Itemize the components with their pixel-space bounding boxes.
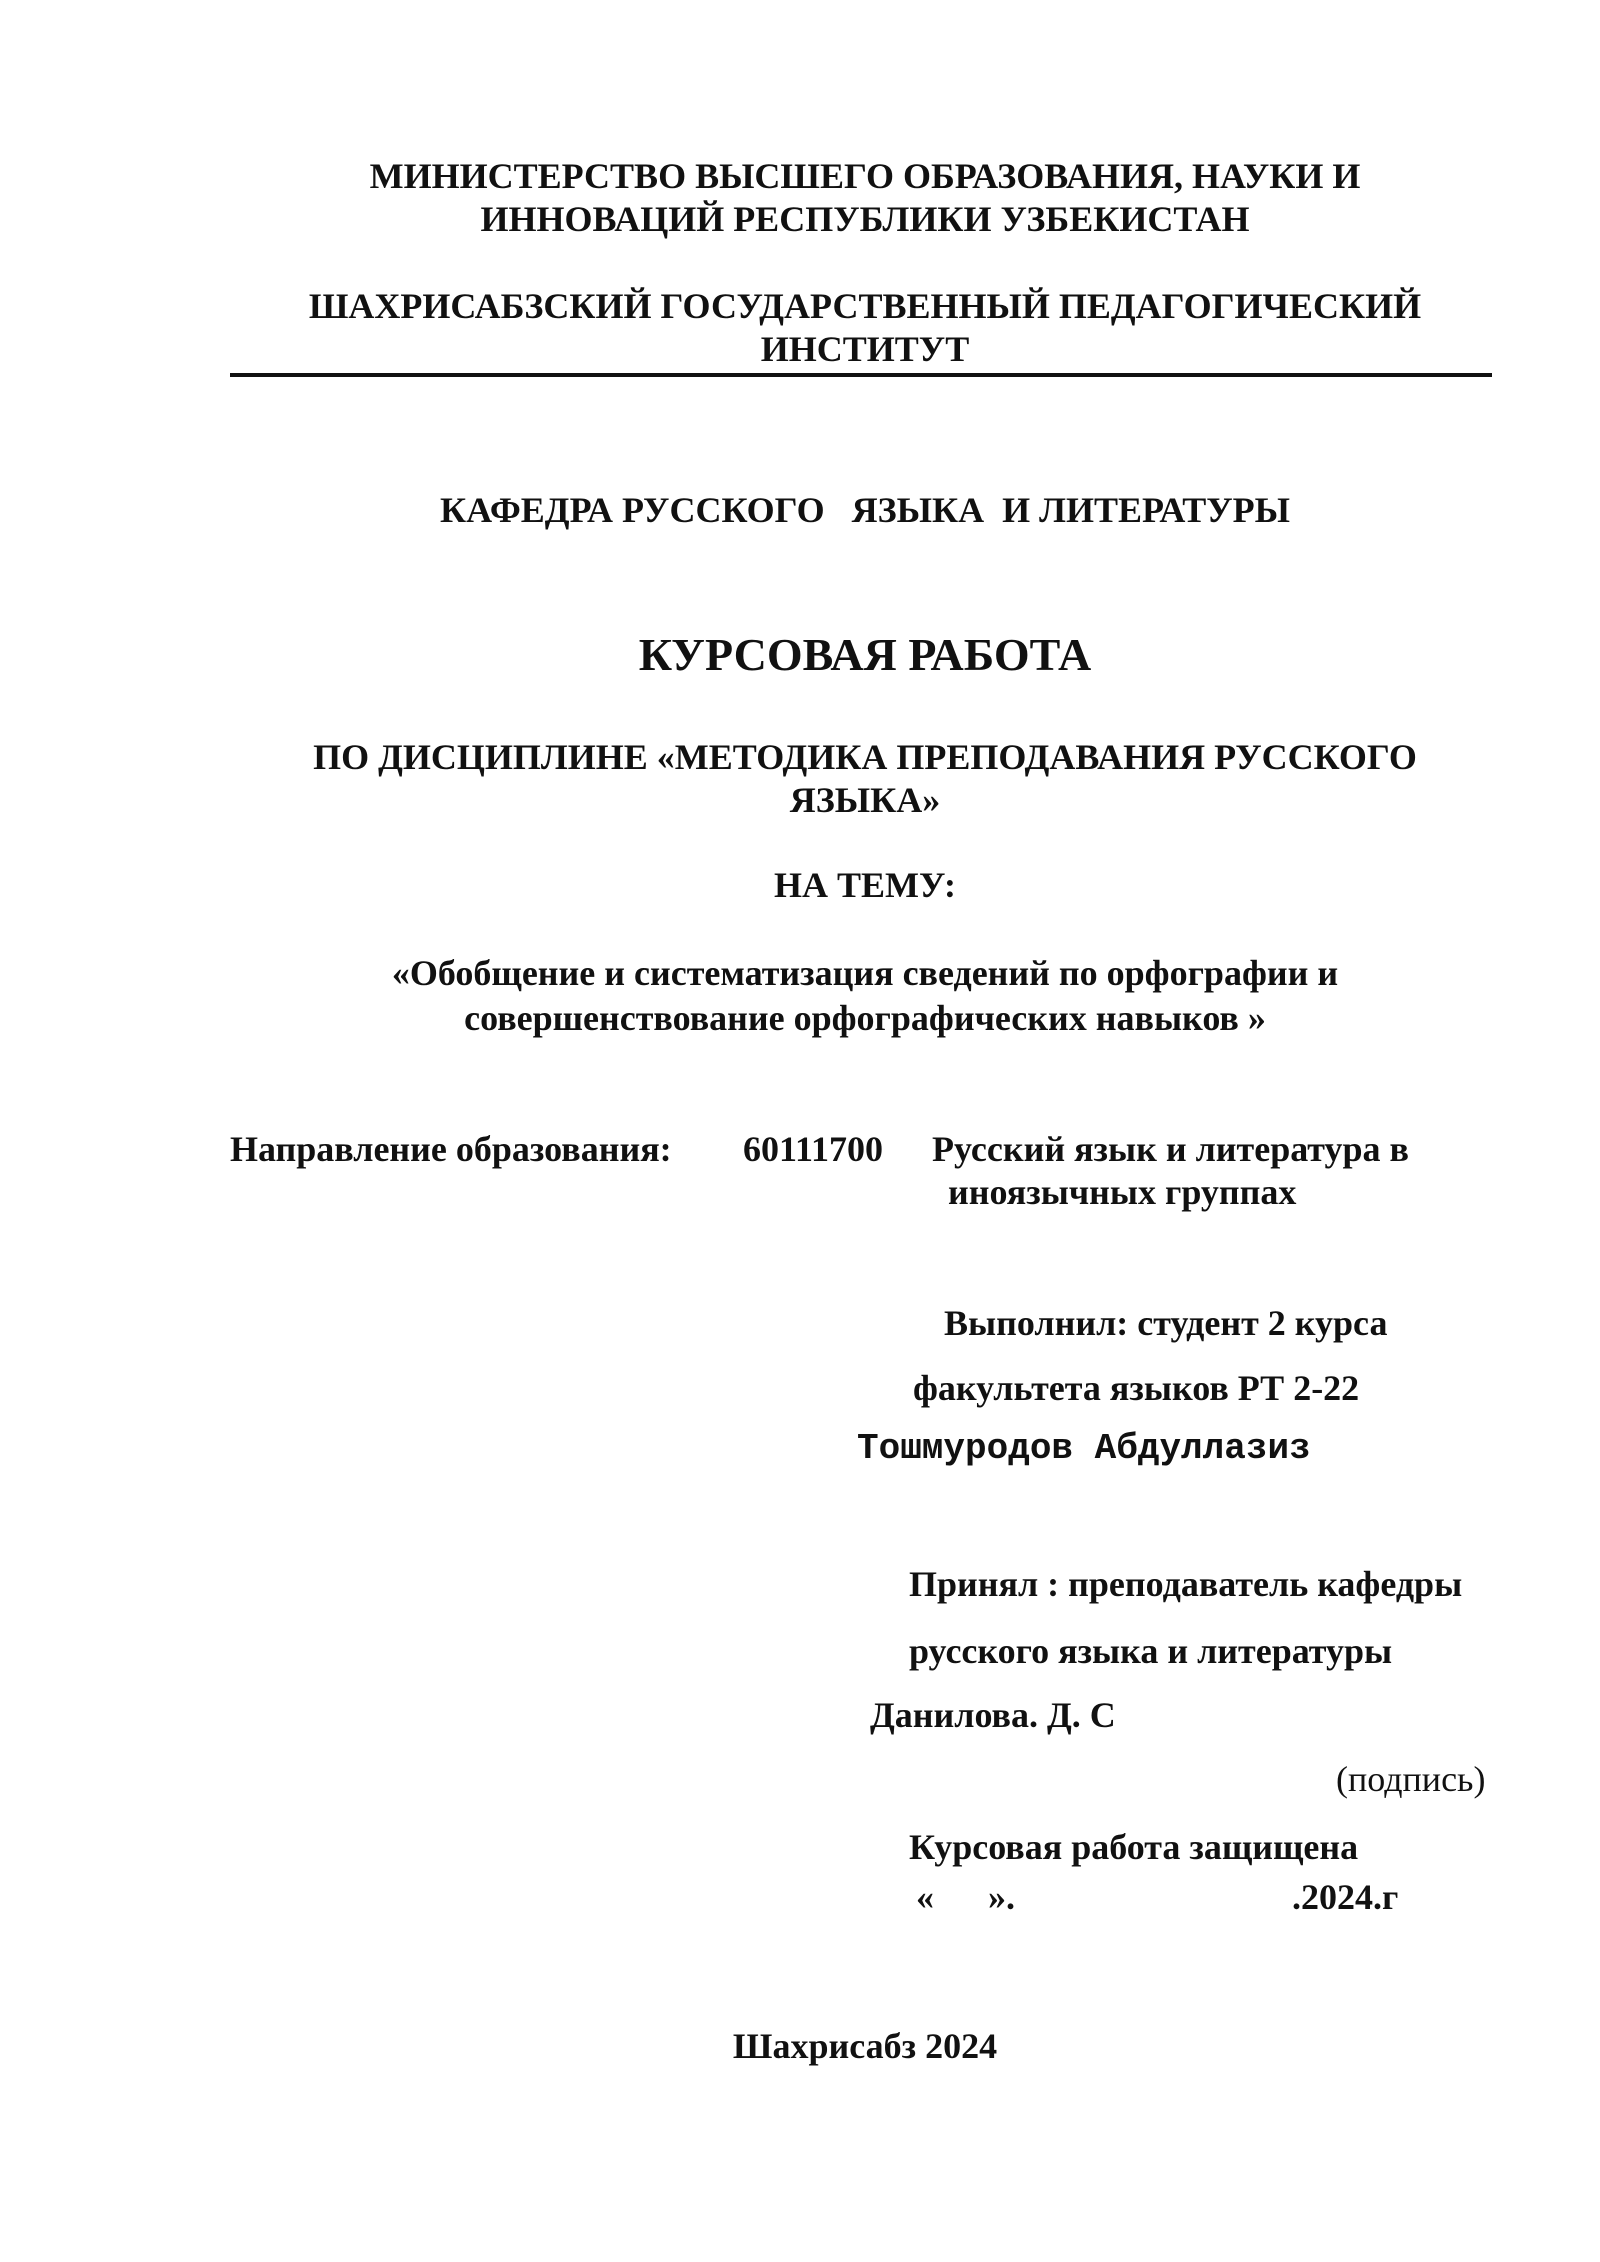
topic-line-1: «Обобщение и систематизация сведений по орфографии и	[391, 953, 1339, 993]
direction-name-line-1: Русский язык и литература в	[932, 1129, 1409, 1169]
city-year: Шахрисабз 2024	[732, 2026, 998, 2066]
institute-line-1: ШАХРИСАБЗСКИЙ ГОСУДАРСТВЕННЫЙ ПЕДАГОГИЧЕСКИЙ	[308, 286, 1422, 326]
discipline-line-1: ПО ДИСЦИПЛИНЕ «МЕТОДИКА ПРЕПОДАВАНИЯ РУССКОГО	[313, 737, 1417, 777]
defense-date-close-quote: ».	[988, 1877, 1015, 1917]
discipline-line-2: ЯЗЫКА»	[789, 780, 941, 820]
direction-label: Направление образования:	[230, 1129, 672, 1169]
student-line-2: факультета языков РТ 2-22	[913, 1368, 1360, 1408]
defense-line: Курсовая работа защищена	[909, 1827, 1359, 1867]
work-title: КУРСОВАЯ РАБОТА	[638, 629, 1092, 680]
ministry-line-2: ИННОВАЦИЙ РЕСПУБЛИКИ УЗБЕКИСТАН	[480, 199, 1250, 239]
teacher-name: Данилова. Д. С	[870, 1695, 1116, 1735]
ministry-line-1: МИНИСТЕРСТВО ВЫСШЕГО ОБРАЗОВАНИЯ, НАУКИ И	[369, 156, 1361, 196]
student-name: Тошмуродов Абдуллазиз	[857, 1428, 1311, 1469]
header-divider	[230, 373, 1492, 377]
department-name: КАФЕДРА РУССКОГО ЯЗЫКА И ЛИТЕРАТУРЫ	[440, 490, 1290, 530]
direction-name-line-2: иноязычных группах	[948, 1172, 1297, 1212]
student-line-1: Выполнил: студент 2 курса	[944, 1303, 1388, 1343]
topic-line-2: совершенствование орфографических навыков »	[464, 998, 1266, 1038]
topic-label: НА ТЕМУ:	[773, 865, 957, 905]
signature-placeholder: (подпись)	[1336, 1759, 1486, 1799]
defense-date-open-quote: «	[916, 1877, 934, 1917]
teacher-line-2: русского языка и литературы	[909, 1631, 1393, 1671]
defense-year: .2024.г	[1292, 1877, 1399, 1917]
institute-line-2: ИНСТИТУТ	[760, 329, 970, 369]
direction-code: 60111700	[743, 1129, 884, 1169]
teacher-line-1: Принял : преподаватель кафедры	[909, 1564, 1463, 1604]
